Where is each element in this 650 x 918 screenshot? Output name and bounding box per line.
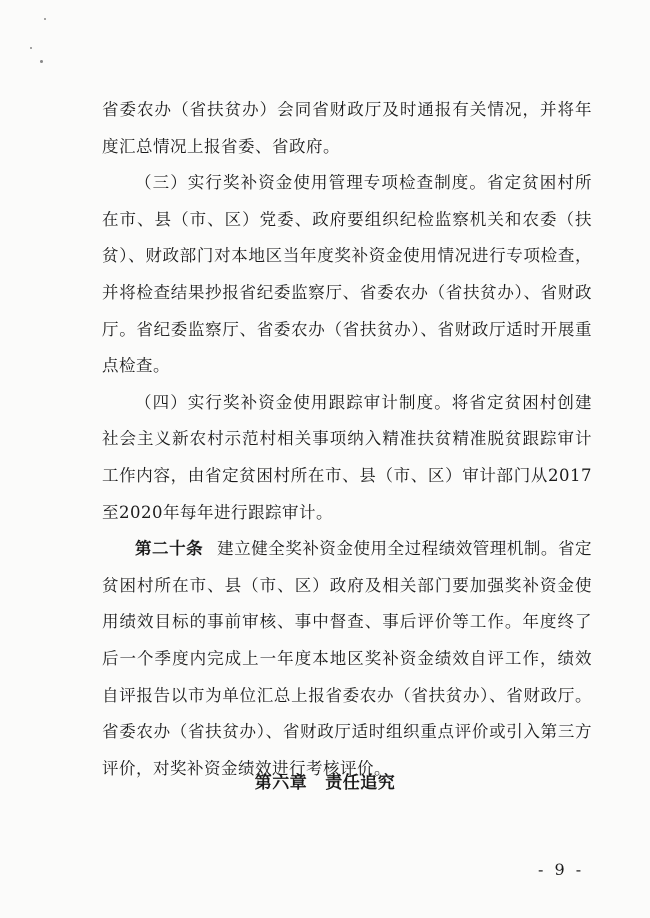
document-body: [102, 92, 592, 787]
scan-speck: [30, 47, 32, 49]
paragraph-continuation: 省委农办（省扶贫办）会同省财政厅及时通报有关情况，并将年度汇总情况上报省委、省政府。: [102, 100, 592, 156]
chapter-title: 责任追究: [325, 773, 396, 793]
chapter-number: 第六章: [254, 773, 308, 793]
page-number: - 9 -: [538, 860, 585, 879]
article-title: 第二十条: [135, 539, 204, 559]
scan-speck: [40, 60, 43, 63]
scan-speck: [44, 18, 46, 20]
paragraph-item-three: （三）实行奖补资金使用管理专项检查制度。省定贫困村所在市、县（市、区）党委、政府要组织纪检监察机关和农委（扶贫）、财政部门对本地区当年度奖补资金使用情况进行专项检查，并将检查结果抄报省纪委监察厅、省委农办（省扶贫办）、省财政厅。省纪委监察厅、省委农办（省扶贫办）、省财政厅适时开展重点检查。: [102, 173, 592, 376]
chapter-heading: [0, 768, 650, 793]
paragraph-item-four: （四）实行奖补资金使用跟踪审计制度。将省定贫困村创建社会主义新农村示范村相关事项纳入精准扶贫精准脱贫跟踪审计工作内容，由省定贫困村所在市、县（市、区）审计部门从2017至2020年每年进行跟踪审计。: [102, 392, 592, 522]
article-text: 建立健全奖补资金使用全过程绩效管理机制。省定贫困村所在市、县（市、区）政府及相关部门要加强奖补资金使用绩效目标的事前审核、事中督查、事后评价等工作。年度终了后一个季度内完成上一年度本地区奖补资金绩效自评工作，绩效自评报告以市为单位汇总上报省委农办（省扶贫办）、省财政厅。省委农办（省扶贫办）、省财政厅适时组织重点评价或引入第三方评价，对奖补资金绩效进行考核评价。: [102, 539, 593, 778]
article-twenty: [102, 531, 592, 787]
